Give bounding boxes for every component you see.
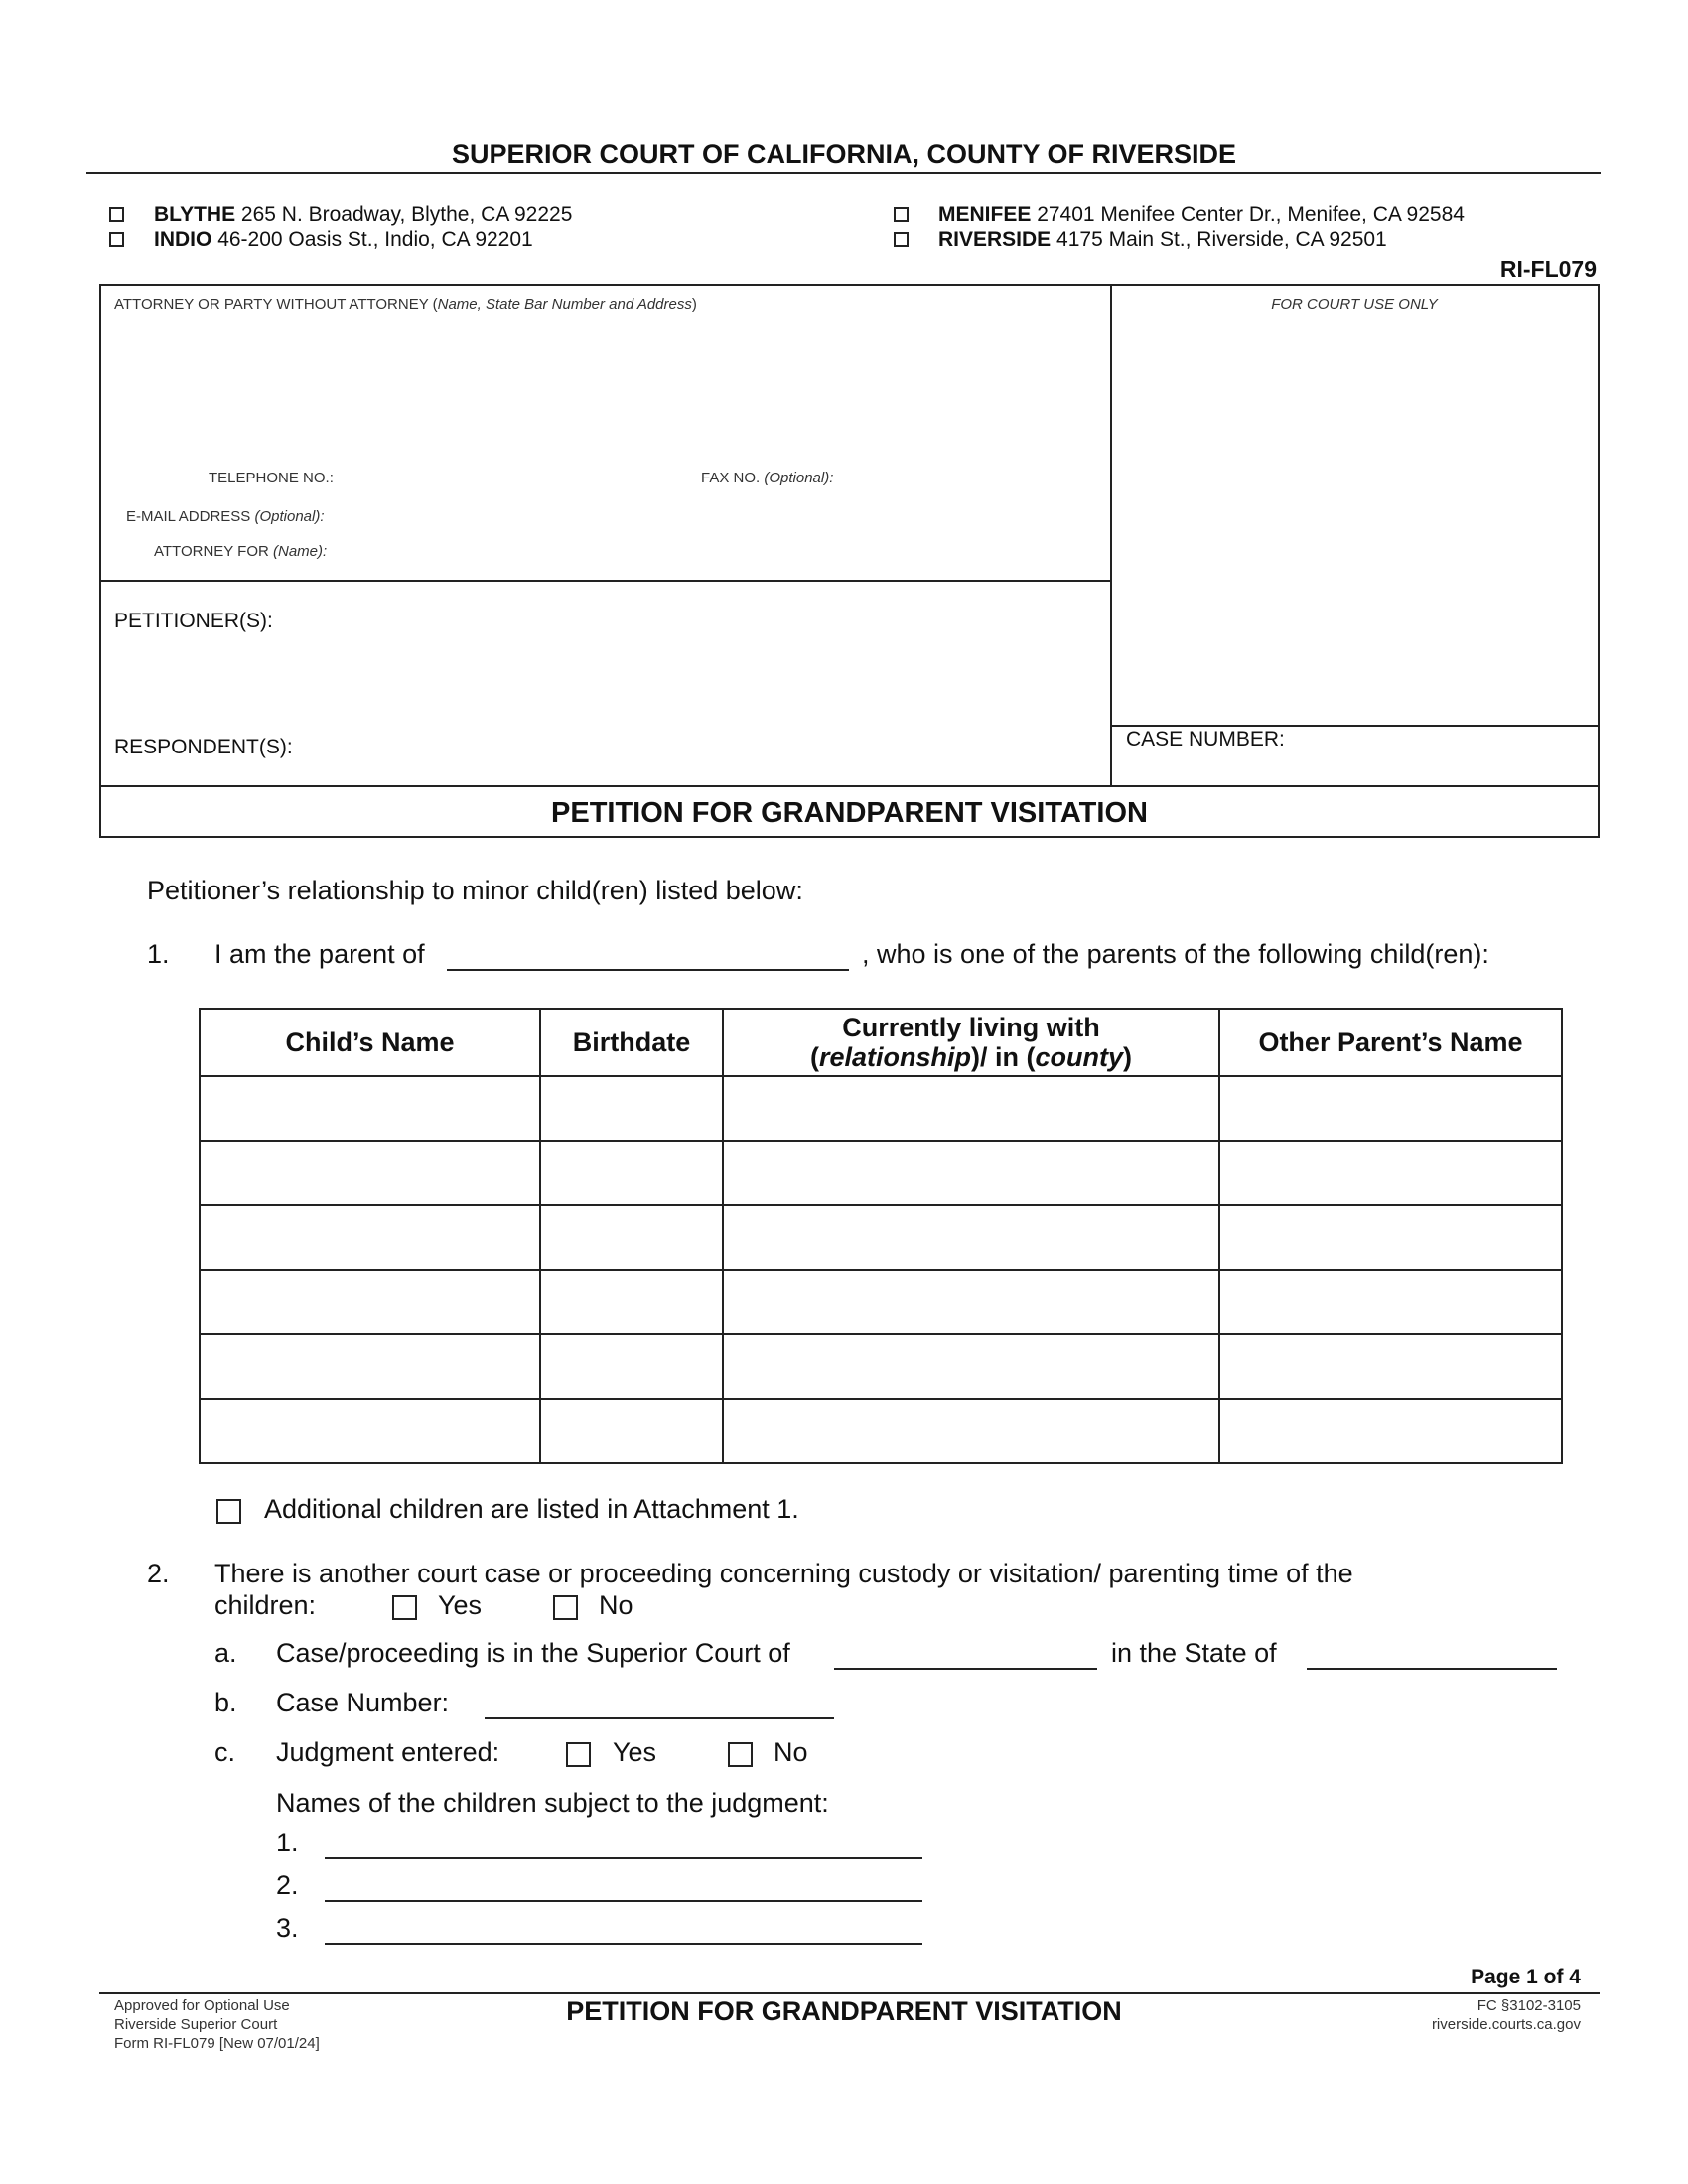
email-optional: (Optional): [254, 508, 325, 525]
cell-other-parent[interactable] [1219, 1270, 1562, 1334]
telephone-label: TELEPHONE NO.: [209, 470, 334, 486]
attorney-label-start: ATTORNEY OR PARTY WITHOUT ATTORNEY ( [114, 296, 438, 313]
cell-living-with[interactable] [723, 1270, 1219, 1334]
attorney-label [114, 296, 697, 313]
attorney-for-name: (Name): [273, 543, 328, 560]
cell-birthdate[interactable] [540, 1334, 723, 1399]
item1-number: 1. [147, 939, 170, 969]
name-1-number: 1. [276, 1828, 299, 1857]
judgment-no-label: No [774, 1737, 808, 1767]
header-rule [86, 172, 1601, 174]
cell-living-with[interactable] [723, 1399, 1219, 1463]
attorney-divider [100, 580, 1111, 582]
blythe-location [154, 204, 572, 227]
court-title: SUPERIOR COURT OF CALIFORNIA, COUNTY OF RIVERSIDE [451, 139, 1237, 169]
table-row [200, 1399, 1562, 1463]
cell-child-name[interactable] [200, 1270, 540, 1334]
cell-living-with[interactable] [723, 1141, 1219, 1205]
page-number: Page 1 of 4 [1471, 1966, 1581, 1988]
cell-birthdate[interactable] [540, 1205, 723, 1270]
item2-line1: There is another court case or proceeding concerning custody or visitation/ parenting time of the [214, 1559, 1353, 1588]
other-case-no-checkbox[interactable] [553, 1595, 578, 1620]
fax-label-text: FAX NO. [701, 470, 765, 486]
cell-living-with[interactable] [723, 1205, 1219, 1270]
footer-approved-line1: Approved for Optional Use [114, 1997, 290, 2014]
name-2-number: 2. [276, 1870, 299, 1900]
blythe-name: BLYTHE [154, 204, 236, 226]
footer-rule [99, 1992, 1600, 1994]
form-id: RI-FL079 [1499, 256, 1597, 282]
footer-codes [1432, 1996, 1581, 2034]
court-use-label: FOR COURT USE ONLY [1271, 296, 1438, 313]
item2a-text: Case/proceeding is in the Superior Court of [276, 1638, 790, 1668]
cell-living-with[interactable] [723, 1334, 1219, 1399]
cell-living-with[interactable] [723, 1076, 1219, 1141]
judgment-child-name-2[interactable] [325, 1900, 922, 1902]
judgment-yes-checkbox[interactable] [566, 1742, 591, 1767]
superior-court-field[interactable] [834, 1668, 1097, 1670]
email-label [126, 508, 325, 525]
footer-title: PETITION FOR GRANDPARENT VISITATION [566, 1996, 1122, 2026]
menifee-address: 27401 Menifee Center Dr., Menifee, CA 92584 [1037, 204, 1465, 226]
respondents-label: RESPONDENT(S): [114, 736, 293, 758]
table-row [200, 1334, 1562, 1399]
col3-mid: )/ in ( [971, 1042, 1036, 1072]
col-birthdate: Birthdate [540, 1009, 723, 1076]
indio-location [154, 228, 533, 252]
col3-county: county [1035, 1042, 1124, 1072]
cell-other-parent[interactable] [1219, 1141, 1562, 1205]
attorney-for-label [154, 543, 327, 560]
col-currently-living [723, 1009, 1219, 1076]
col-childs-name: Child’s Name [200, 1009, 540, 1076]
judgment-yes-label: Yes [613, 1737, 657, 1767]
additional-children-checkbox[interactable] [216, 1499, 241, 1524]
col3-open: ( [809, 1042, 819, 1072]
table-row [200, 1076, 1562, 1141]
item2c-letter: c. [214, 1737, 236, 1767]
blythe-checkbox[interactable] [109, 207, 124, 222]
fax-label [701, 470, 833, 486]
item2a-letter: a. [214, 1638, 237, 1668]
blythe-address: 265 N. Broadway, Blythe, CA 92225 [240, 204, 573, 226]
caption-form-title: PETITION FOR GRANDPARENT VISITATION [551, 797, 1148, 829]
table-header-row [200, 1009, 1562, 1076]
riverside-name: RIVERSIDE [938, 228, 1052, 251]
cell-child-name[interactable] [200, 1399, 540, 1463]
indio-name: INDIO [154, 228, 212, 251]
case-number-field[interactable] [485, 1717, 834, 1719]
cell-birthdate[interactable] [540, 1076, 723, 1141]
indio-address: 46-200 Oasis St., Indio, CA 92201 [217, 228, 533, 251]
caption-box [99, 284, 1600, 838]
intro-text: Petitioner’s relationship to minor child(ren) listed below: [147, 876, 803, 905]
cell-other-parent[interactable] [1219, 1334, 1562, 1399]
indio-checkbox[interactable] [109, 232, 124, 247]
caption-vertical-divider [1110, 285, 1112, 785]
item2-line2: children: [214, 1590, 317, 1620]
judgment-child-name-1[interactable] [325, 1857, 922, 1859]
other-case-no-label: No [599, 1590, 633, 1620]
footer-site: riverside.courts.ca.gov [1431, 2016, 1581, 2033]
item2b-letter: b. [214, 1688, 237, 1717]
col3-close: ) [1123, 1042, 1133, 1072]
col-other-parent: Other Parent’s Name [1219, 1009, 1562, 1076]
table-row [200, 1205, 1562, 1270]
cell-child-name[interactable] [200, 1334, 540, 1399]
riverside-address: 4175 Main St., Riverside, CA 92501 [1056, 228, 1387, 251]
item2-number: 2. [147, 1559, 170, 1588]
name-3-number: 3. [276, 1913, 299, 1943]
cell-child-name[interactable] [200, 1205, 540, 1270]
attorney-label-end: ) [691, 296, 697, 313]
footer-approved-line2: Riverside Superior Court [114, 2016, 278, 2033]
cell-child-name[interactable] [200, 1141, 540, 1205]
judgment-child-name-3[interactable] [325, 1943, 922, 1945]
table-row [200, 1141, 1562, 1205]
title-divider [100, 785, 1599, 787]
item1-text-before: I am the parent of [214, 939, 425, 969]
menifee-location [938, 204, 1465, 227]
cell-child-name[interactable] [200, 1076, 540, 1141]
cell-other-parent[interactable] [1219, 1399, 1562, 1463]
cell-birthdate[interactable] [540, 1141, 723, 1205]
judgment-no-checkbox[interactable] [728, 1742, 753, 1767]
court-use-divider [1110, 725, 1599, 727]
additional-children-text: Additional children are listed in Attachment 1. [264, 1494, 799, 1524]
item2b-text: Case Number: [276, 1688, 450, 1717]
item2a-state-label: in the State of [1111, 1638, 1277, 1668]
cell-other-parent[interactable] [1219, 1076, 1562, 1141]
case-number-label: CASE NUMBER: [1126, 728, 1285, 751]
menifee-checkbox[interactable] [894, 207, 909, 222]
footer-code: FC §3102-3105 [1477, 1997, 1581, 2014]
col3-line1: Currently living with [842, 1013, 1100, 1042]
footer-approved-line3: Form RI-FL079 [New 07/01/24] [114, 2035, 320, 2052]
other-case-yes-checkbox[interactable] [392, 1595, 417, 1620]
attorney-label-italic: Name, State Bar Number and Address [437, 296, 692, 313]
other-case-yes-label: Yes [438, 1590, 483, 1620]
col3-relationship: relationship [818, 1042, 972, 1072]
table-row [200, 1270, 1562, 1334]
fax-optional: (Optional): [764, 470, 834, 486]
menifee-name: MENIFEE [938, 204, 1032, 226]
item2c-text: Judgment entered: [276, 1737, 500, 1767]
cell-birthdate[interactable] [540, 1399, 723, 1463]
riverside-checkbox[interactable] [894, 232, 909, 247]
email-label-text: E-MAIL ADDRESS [126, 508, 255, 525]
cell-other-parent[interactable] [1219, 1205, 1562, 1270]
riverside-location [938, 228, 1387, 252]
petitioners-label: PETITIONER(S): [114, 610, 273, 632]
item1-text-after: , who is one of the parents of the following child(ren): [862, 939, 1489, 969]
cell-birthdate[interactable] [540, 1270, 723, 1334]
parent-name-field[interactable] [447, 969, 849, 971]
names-label: Names of the children subject to the judgment: [276, 1788, 829, 1818]
children-table [199, 1008, 1563, 1464]
state-field[interactable] [1307, 1668, 1557, 1670]
attorney-for-text: ATTORNEY FOR [154, 543, 274, 560]
